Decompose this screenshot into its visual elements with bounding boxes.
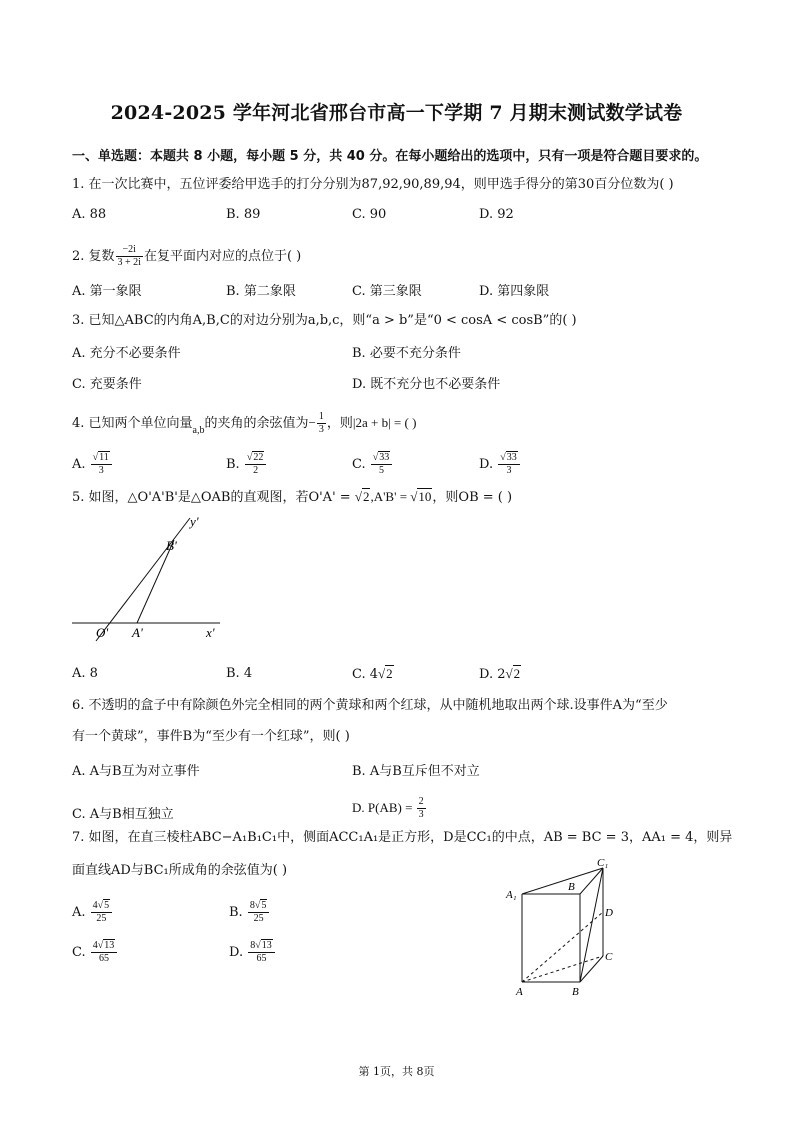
q3-option-d: D. 既不充分也不必要条件 bbox=[352, 377, 501, 392]
q7-option-c-den: 65 bbox=[99, 953, 110, 964]
q7-option-a: A. $\frac{4√5}{25}$ bbox=[72, 900, 113, 925]
q4-option-d: D. $\frac{√33}{3}$ bbox=[479, 452, 521, 477]
q7-option-a-rad: 5 bbox=[104, 900, 110, 911]
q7-label-d: D bbox=[605, 907, 613, 919]
q5-label-o: O' bbox=[96, 625, 109, 640]
q4-option-c-label: C. bbox=[352, 457, 366, 472]
q7-option-a-coef: 4 bbox=[92, 900, 98, 911]
q4-option-b-den: 2 bbox=[253, 465, 259, 476]
q7-label-c: C bbox=[605, 951, 613, 963]
q2-option-a: A. 第一象限 bbox=[72, 284, 142, 299]
q5-label-x: x' bbox=[206, 625, 215, 640]
q4-option-b-rad: 22 bbox=[253, 452, 264, 463]
q2-fraction bbox=[116, 244, 143, 269]
q4-prefix: 4. 已知两个单位向量 bbox=[72, 416, 193, 431]
q7-option-d-coef: 8 bbox=[250, 940, 256, 951]
q4-frac-den: 3 bbox=[318, 424, 324, 435]
q4-vectors: a,b bbox=[192, 425, 205, 436]
question-3-stem: 3. 已知△ABC的内角A,B,C的对边分别为a,b,c，则“a > b”是“0 < cosA < cosB”的( ) bbox=[72, 313, 577, 328]
question-5-stem: 5. 如图，△O'A'B'是△OAB的直观图，若O'A' = √2,A'B' = √10，则OB = ( ) bbox=[72, 489, 513, 505]
section-heading: 一、单选题：本题共 8 小题，每小题 5 分，共 40 分。在每小题给出的选项中，只有一项是符合题目要求的。 bbox=[72, 149, 708, 164]
q4-option-b: B. $\frac{√22}{2}$ bbox=[226, 452, 267, 477]
question-6-line-1: 6. 不透明的盒子中有除颜色外完全相同的两个黄球和两个红球，从中随机地取出两个球.设事件A为“至少 bbox=[72, 698, 668, 713]
q5-label-a: A' bbox=[132, 625, 143, 640]
q3-option-a: A. 充分不必要条件 bbox=[72, 346, 181, 361]
q5-suffix: ，则OB = ( ) bbox=[432, 490, 513, 505]
q7-option-c-rad: 13 bbox=[104, 940, 115, 951]
q7-label-b1: B bbox=[568, 881, 575, 893]
question-2-stem bbox=[72, 244, 301, 269]
q7-option-c: C. $\frac{4√13}{65}$ bbox=[72, 940, 118, 965]
q7-option-b-label: B. bbox=[229, 905, 243, 920]
page-footer: 第 1页，共 8页 bbox=[358, 1065, 435, 1078]
question-1-stem: 1. 在一次比赛中，五位评委给甲选手的打分分别为87,92,90,89,94，则甲选手得分的第30百分位数为( ) bbox=[72, 177, 674, 192]
q6-option-b: B. A与B互斥但不对立 bbox=[352, 764, 480, 779]
q4-option-a-label: A. bbox=[72, 457, 86, 472]
q7-option-d-rad: 13 bbox=[261, 940, 272, 951]
q2-option-d: D. 第四象限 bbox=[479, 284, 550, 299]
q4-option-c-den: 5 bbox=[379, 465, 385, 476]
q7-prism-figure bbox=[500, 852, 630, 1002]
q7-option-d: D. $\frac{8√13}{65}$ bbox=[229, 940, 276, 965]
page-title: 2024-2025 学年河北省邢台市高一下学期 7 月期末测试数学试卷 bbox=[110, 102, 683, 124]
q1-option-d: D. 92 bbox=[479, 207, 514, 222]
q2-frac-num: −2i bbox=[116, 244, 143, 257]
q3-option-b: B. 必要不充分条件 bbox=[352, 346, 461, 361]
q2-frac-den: 3 + 2i bbox=[117, 257, 141, 268]
q7-option-a-den: 25 bbox=[96, 913, 107, 924]
q6-option-d bbox=[352, 796, 427, 821]
q4-option-b-label: B. bbox=[226, 457, 240, 472]
q7-option-d-den: 65 bbox=[256, 953, 267, 964]
q5-option-d: D. 2√2 bbox=[479, 666, 521, 682]
q6-option-d-den: 3 bbox=[418, 809, 424, 820]
q5-option-d-text: D. 2 bbox=[479, 667, 506, 682]
q4-frac-num: 1 bbox=[318, 411, 324, 422]
q2-option-c: C. 第三象限 bbox=[352, 284, 422, 299]
question-7-line-1: 7. 如图，在直三棱柱ABC−A₁B₁C₁中，侧面ACC₁A₁是正方形，D是CC₁的中点，AB = BC = 3，AA₁ = 4，则异 bbox=[72, 830, 733, 845]
q5-prefix: 5. 如图，△O'A'B'是△OAB的直观图，若O'A' = bbox=[72, 490, 355, 505]
q7-label-a: A bbox=[516, 986, 523, 998]
q7-option-d-label: D. bbox=[229, 945, 244, 960]
q5-label-b: B' bbox=[166, 538, 177, 553]
q4-option-a-rad: 11 bbox=[99, 452, 109, 463]
q7-label-c1: C₁ bbox=[597, 857, 609, 869]
q5-option-c-rad: 2 bbox=[386, 666, 393, 681]
q7-option-c-coef: 4 bbox=[92, 940, 98, 951]
q5-option-b: B. 4 bbox=[226, 666, 253, 681]
q5-option-c-text: C. 4 bbox=[352, 667, 379, 682]
q4-option-d-rad: 33 bbox=[506, 452, 517, 463]
q2-prefix: 2. 复数 bbox=[72, 249, 115, 264]
q4-expression: |2a + b| = ( ) bbox=[352, 415, 417, 430]
q4-fraction bbox=[317, 411, 326, 436]
q7-option-b-coef: 8 bbox=[249, 900, 255, 911]
q7-option-b-rad: 5 bbox=[261, 900, 267, 911]
q7-label-b: B bbox=[572, 986, 579, 998]
q4-option-d-label: D. bbox=[479, 457, 494, 472]
question-4-stem: 4. 已知两个单位向量$_{a,b}$的夹角的余弦值为− $\frac{1}{3}$ ，则|2a + b| = ( ) bbox=[72, 411, 417, 436]
q2-suffix: 在复平面内对应的点位于( ) bbox=[143, 249, 302, 264]
q5-val1: 2 bbox=[362, 489, 370, 504]
question-7-line-2: 面直线AD与BC₁所成角的余弦值为( ) bbox=[72, 863, 288, 878]
q5-mid: ,A'B' = bbox=[370, 489, 411, 504]
q6-option-d-num: 2 bbox=[418, 796, 424, 807]
q7-option-b: B. $\frac{8√5}{25}$ bbox=[229, 900, 270, 925]
q5-val2: 10 bbox=[418, 489, 432, 504]
q4-option-c-rad: 33 bbox=[379, 452, 390, 463]
q1-option-a: A. 88 bbox=[72, 207, 107, 222]
q6-option-d-prefix: D. P(AB) = bbox=[352, 800, 416, 815]
q4-then: ，则 bbox=[326, 416, 353, 431]
q5-option-c: C. 4√2 bbox=[352, 666, 393, 682]
q1-option-c: C. 90 bbox=[352, 207, 387, 222]
q7-option-b-den: 25 bbox=[253, 913, 264, 924]
q4-option-a-den: 3 bbox=[98, 465, 104, 476]
q4-option-d-den: 3 bbox=[506, 465, 512, 476]
q7-option-a-label: A. bbox=[72, 905, 86, 920]
q6-option-a: A. A与B互为对立事件 bbox=[72, 764, 200, 779]
question-6-line-2: 有一个黄球”，事件B为“至少有一个红球”，则( ) bbox=[72, 729, 350, 744]
q4-option-c: C. $\frac{√33}{5}$ bbox=[352, 452, 393, 477]
q4-mid: 的夹角的余弦值为 bbox=[204, 416, 309, 431]
q5-label-y: y' bbox=[190, 514, 199, 529]
q6-option-c: C. A与B相互独立 bbox=[72, 807, 174, 822]
q4-option-a: A. $\frac{√11}{3}$ bbox=[72, 452, 113, 477]
q5-option-a: A. 8 bbox=[72, 666, 98, 681]
q1-option-b: B. 89 bbox=[226, 207, 261, 222]
q2-option-b: B. 第二象限 bbox=[226, 284, 296, 299]
q3-option-c: C. 充要条件 bbox=[72, 377, 142, 392]
q5-option-d-rad: 2 bbox=[513, 666, 521, 681]
q7-option-c-label: C. bbox=[72, 945, 86, 960]
q7-label-a1: A₁ bbox=[506, 889, 517, 901]
q5-figure bbox=[70, 510, 230, 645]
